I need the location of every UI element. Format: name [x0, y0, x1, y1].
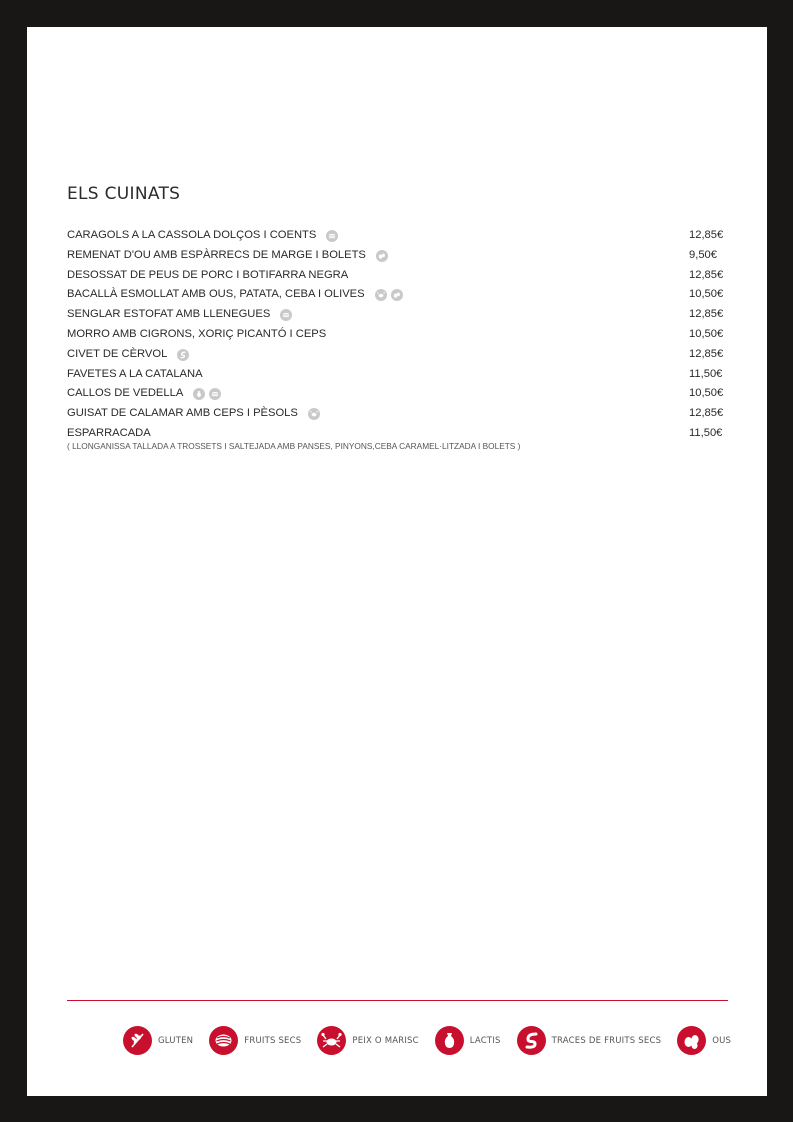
dish-item: [67, 246, 727, 266]
peix-o-marisc-icon: [317, 1026, 346, 1055]
legend-item-gluten: [123, 1026, 193, 1055]
dish-price: 11,50€: [689, 367, 723, 380]
dish-name: ESPARRACADA: [67, 426, 151, 439]
dish-price: 10,50€: [689, 288, 724, 301]
peix-o-marisc-icon: [375, 289, 387, 301]
dish-name: CALLOS DE VEDELLA: [67, 387, 184, 400]
dish-item: [67, 285, 727, 305]
dish-item: [67, 226, 727, 246]
dish-name: GUISAT DE CALAMAR AMB CEPS I PÈSOLS: [67, 407, 298, 420]
peix-o-marisc-icon: [308, 408, 320, 420]
legend-item-traces-de-fruits-secs: [517, 1026, 662, 1055]
dish-price: 11,50€: [689, 426, 723, 439]
fruits-secs-icon: [326, 230, 338, 242]
dish-item: [67, 384, 727, 404]
fruits-secs-icon: [280, 309, 292, 321]
dish-name: CIVET DE CÈRVOL: [67, 347, 168, 360]
menu-page: [27, 27, 767, 1096]
dish-item: [67, 266, 727, 286]
dish-name: REMENAT D'OU AMB ESPÀRRECS DE MARGE I BOLETS: [67, 248, 366, 261]
gluten-icon: [123, 1026, 152, 1055]
dish-description: ( LLONGANISSA TALLADA A TROSSETS I SALTEJADA AMB PANSES, PINYONS,CEBA CARAMEL·LITZADA I BOLETS ): [67, 440, 521, 451]
dish-price: 10,50€: [689, 327, 724, 340]
legend-label: LACTIS: [469, 1035, 501, 1046]
legend-item-ous: [677, 1026, 731, 1055]
dish-name: CARAGOLS A LA CASSOLA DOLÇOS I COENTS: [67, 229, 317, 241]
dish-item: [67, 424, 727, 451]
legend-item-peix-o-marisc: [317, 1026, 418, 1055]
traces-de-fruits-secs-icon: [177, 349, 189, 361]
lactis-icon: [435, 1026, 464, 1055]
dish-price: 12,85€: [689, 308, 724, 321]
ous-icon: [376, 250, 388, 262]
dish-name: SENGLAR ESTOFAT AMB LLENEGUES: [67, 308, 271, 321]
legend-label: FRUITS SECS: [244, 1035, 302, 1046]
dish-name: DESOSSAT DE PEUS DE PORC I BOTIFARRA NEGRA: [67, 268, 349, 281]
legend-label: OUS: [712, 1035, 732, 1046]
section-title: ELS CUINATS: [67, 184, 181, 204]
dish-list: [67, 226, 727, 451]
dish-price: 12,85€: [689, 347, 724, 360]
legend-label: GLUTEN: [158, 1035, 194, 1046]
dish-item: [67, 365, 727, 385]
dish-price: 12,85€: [689, 229, 724, 241]
legend-label: PEIX O MARISC: [352, 1035, 419, 1046]
dish-price: 12,85€: [689, 407, 724, 420]
footer-divider: [67, 1000, 728, 1001]
dish-item: [67, 305, 727, 325]
dish-item: [67, 325, 727, 345]
fruits-secs-icon: [209, 388, 221, 400]
legend-item-fruits-secs: [209, 1026, 301, 1055]
ous-icon: [677, 1026, 706, 1055]
dish-price: 10,50€: [689, 387, 724, 400]
dish-name: FAVETES A LA CATALANA: [67, 367, 203, 380]
traces-de-fruits-secs-icon: [517, 1026, 546, 1055]
dish-item: [67, 404, 727, 424]
fruits-secs-icon: [209, 1026, 238, 1055]
dish-name: BACALLÀ ESMOLLAT AMB OUS, PATATA, CEBA I OLIVES: [67, 288, 365, 301]
dish-item: [67, 345, 727, 365]
ous-icon: [391, 289, 403, 301]
allergen-legend: [123, 1026, 747, 1055]
dish-price: 9,50€: [689, 248, 717, 261]
legend-label: TRACES DE FRUITS SECS: [551, 1035, 662, 1046]
lactis-icon: [193, 388, 205, 400]
dish-price: 12,85€: [689, 268, 724, 281]
dish-name: MORRO AMB CIGRONS, XORIÇ PICANTÓ I CEPS: [67, 327, 327, 340]
legend-item-lactis: [435, 1026, 501, 1055]
